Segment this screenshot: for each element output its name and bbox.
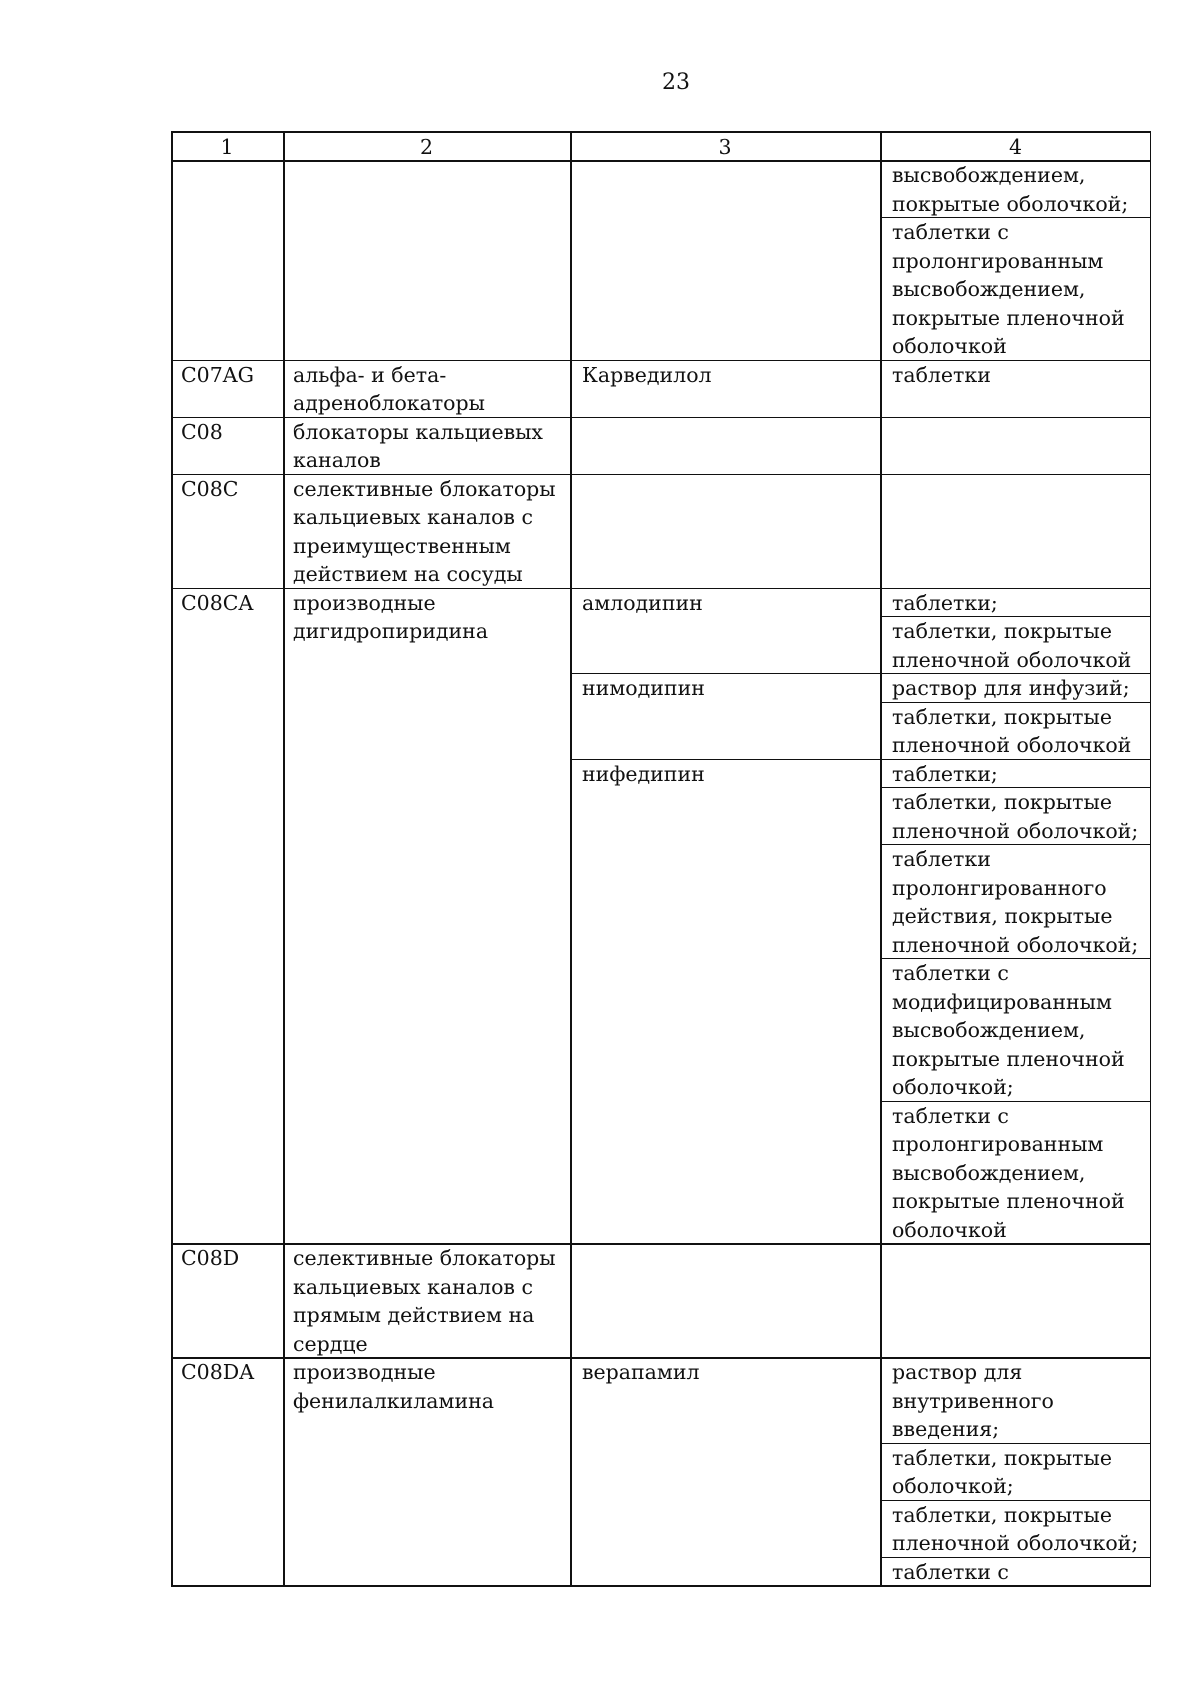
page-number: 23 — [662, 70, 690, 95]
atc-code: C08DA — [181, 1360, 255, 1384]
column-border — [283, 131, 285, 1587]
row-divider — [171, 1585, 1151, 1587]
drug-name: нифедипин — [582, 761, 705, 786]
dosage-form: таблетки, покрытые пленочной оболочкой; — [892, 790, 1139, 843]
dosage-form: таблетки — [892, 362, 991, 387]
drug-name: Карведилол — [582, 362, 712, 387]
dosage-form: таблетки, покрытые оболочкой; — [892, 1445, 1112, 1498]
column-border — [1150, 131, 1152, 1587]
dosage-form: таблетки; — [892, 761, 998, 786]
dosage-form: таблетки, покрытые пленочной оболочкой — [892, 619, 1132, 672]
atc-code: C08C — [181, 476, 239, 501]
group-name: производные дигидропиридина — [293, 590, 489, 643]
group-name: блокаторы кальциевых каналов — [293, 419, 543, 472]
atc-code: C08CA — [181, 590, 254, 615]
drug-name: нимодипин — [582, 676, 705, 700]
dosage-form: таблетки с пролонгированным высвобождением, покрытые пленочной оболочкой — [892, 220, 1125, 358]
atc-code: C08D — [181, 1246, 240, 1270]
group-name: производные фенилалкиламина — [293, 1360, 494, 1413]
column-border — [570, 131, 572, 1587]
dosage-form: высвобождением, покрытые оболочкой; — [892, 163, 1129, 216]
dosage-form: таблетки с пролонгированным высвобождением, покрытые пленочной оболочкой — [892, 1103, 1125, 1242]
dosage-form: таблетки, покрытые пленочной оболочкой; — [892, 1502, 1139, 1555]
group-name: селективные блокаторы кальциевых каналов с преимущественным действием на сосуды — [293, 476, 556, 586]
dosage-form: таблетки, покрытые пленочной оболочкой — [892, 704, 1132, 757]
column-header: 4 — [1008, 135, 1023, 159]
atc-code: C08 — [181, 419, 223, 444]
dosage-form: таблетки с — [892, 1559, 1009, 1584]
column-header: 3 — [718, 135, 732, 159]
column-border — [880, 131, 882, 1587]
column-border — [171, 131, 173, 1587]
column-header: 2 — [419, 135, 434, 159]
group-name: альфа- и бета- адреноблокаторы — [293, 362, 485, 415]
dosage-form: раствор для инфузий; — [892, 676, 1130, 700]
dosage-form: раствор для внутривенного введения; — [892, 1360, 1054, 1441]
atc-code: C07AG — [181, 362, 254, 387]
dosage-form: таблетки пролонгированного действия, покрытые пленочной оболочкой; — [892, 847, 1139, 957]
drug-name: верапамил — [582, 1360, 700, 1384]
group-name: селективные блокаторы кальциевых каналов с прямым действием на сердце — [293, 1246, 556, 1356]
table-top-border — [171, 131, 1151, 133]
column-header: 1 — [220, 135, 234, 159]
dosage-form: таблетки с модифицированным высвобождением, покрытые пленочной оболочкой; — [892, 961, 1125, 1099]
drug-name: амлодипин — [582, 590, 703, 615]
dosage-form: таблетки; — [892, 590, 998, 615]
